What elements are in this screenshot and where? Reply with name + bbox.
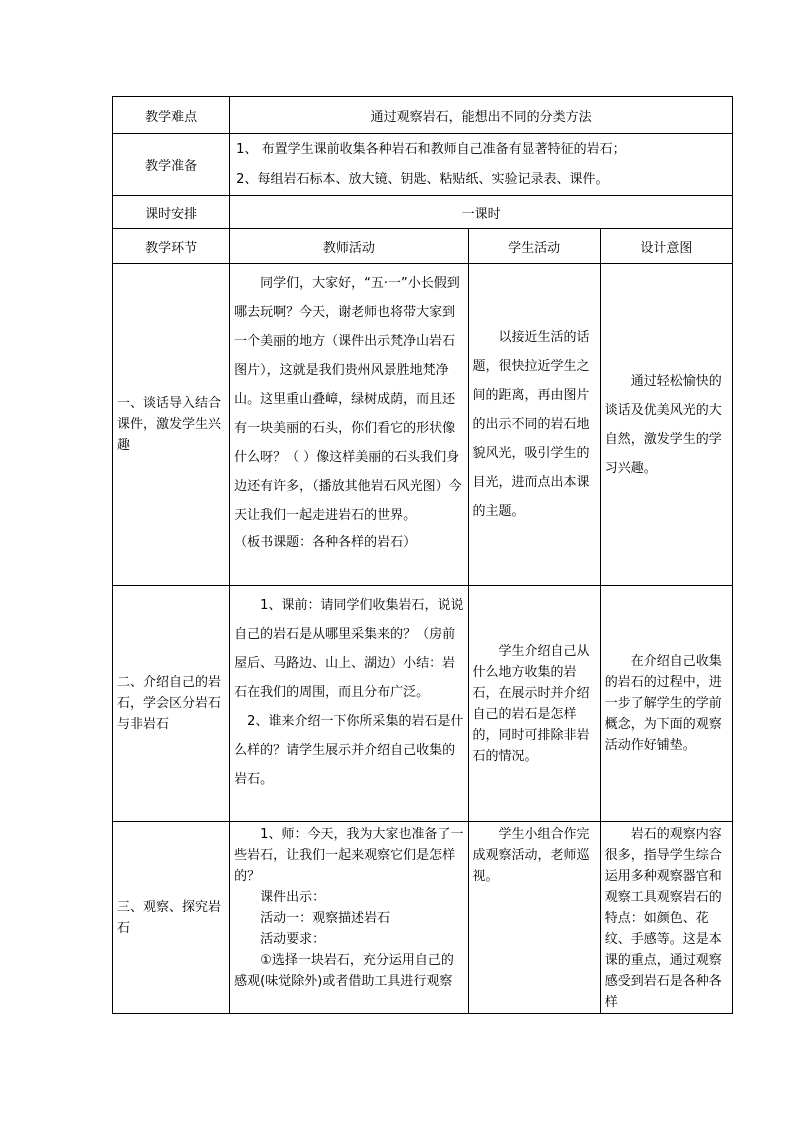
lesson-plan-table bbox=[112, 96, 733, 1014]
section-step: 二、介绍自己的岩石，学会区分岩石与非岩石 bbox=[113, 586, 230, 822]
header-step: 教学环节 bbox=[113, 229, 230, 264]
difficulty-value: 通过观察岩石，能想出不同的分类方法 bbox=[230, 97, 733, 134]
section-step: 一、谈话导入结合课件，激发学生兴趣 bbox=[113, 264, 230, 586]
student-activity: 学生小组合作完成观察活动，老师巡视。 bbox=[468, 822, 600, 1014]
teacher-paragraph: 2、谁来介绍一下你所采集的岩石是什么样的？请学生展示并介绍自己收集的岩石。 bbox=[234, 714, 464, 787]
difficulty-row bbox=[113, 97, 733, 134]
column-header-row bbox=[113, 229, 733, 264]
prep-label: 教学准备 bbox=[113, 134, 230, 196]
difficulty-label: 教学难点 bbox=[113, 97, 230, 134]
schedule-value: 一课时 bbox=[230, 196, 733, 229]
design-intent: 在介绍自己收集的岩石的过程中，进一步了解学生的学前概念，为下面的观察活动作好铺垫。 bbox=[600, 586, 732, 822]
teacher-paragraph: ①选择一块岩石，充分运用自己的感观(味觉除外)或者借助工具进行观察 bbox=[234, 953, 454, 989]
prep-item-2: 2、每组岩石标本、放大镜、钥匙、粘贴纸、实验记录表、课件。 bbox=[236, 171, 609, 187]
section-row bbox=[113, 264, 733, 586]
schedule-label: 课时安排 bbox=[113, 196, 230, 229]
design-intent: 岩石的观察内容很多，指导学生综合运用多种观察器官和观察工具观察岩石的特点：如颜色、花纹、手感等。这是本课的重点，通过观察感受到岩石是各种各样 bbox=[600, 822, 732, 1014]
teacher-activity bbox=[230, 586, 468, 822]
teacher-paragraph: 1、课前：请同学们收集岩石，说说自己的岩石是从哪里采集来的？（房前屋后、马路边、山上、湖边）小结：岩石在我们的周围，而且分布广泛。 bbox=[234, 598, 464, 700]
design-intent: 通过轻松愉快的谈话及优美风光的大自然，激发学生的学习兴趣。 bbox=[600, 264, 732, 586]
prep-item-1: 1、 布置学生课前收集各种岩石和教师自己准备有显著特征的岩石； bbox=[236, 141, 626, 157]
teacher-paragraph: 活动一：观察描述岩石 bbox=[260, 911, 391, 926]
teacher-paragraph: 课件出示： bbox=[260, 890, 326, 905]
teacher-paragraph: 活动要求： bbox=[260, 932, 326, 947]
schedule-row bbox=[113, 196, 733, 229]
student-activity: 学生介绍自己从什么地方收集的岩石，在展示时并介绍自己的岩石是怎样的，同时可排除非岩石的情况。 bbox=[468, 586, 600, 822]
section-row bbox=[113, 586, 733, 822]
teacher-activity bbox=[230, 822, 468, 1014]
teacher-paragraph: 1、师：今天，我为大家也准备了一些岩石，让我们一起来观察它们是怎样的？ bbox=[234, 827, 464, 884]
teacher-paragraph: （板书课题：各种各样的岩石） bbox=[234, 535, 417, 550]
section-step: 三、观察、探究岩石 bbox=[113, 822, 230, 1014]
prep-row bbox=[113, 134, 733, 196]
header-intent: 设计意图 bbox=[600, 229, 732, 264]
prep-content bbox=[230, 134, 733, 196]
teacher-paragraph: 同学们，大家好，“五·一”小长假到哪去玩啊？今天，谢老师也将带大家到一个美丽的地方（课件出示梵净山岩石图片），这就是我们贵州风景胜地梵净山。这里重山叠嶂，绿树成荫，而且还有一块美丽的石头，你们看它的形状像什么呀？（ ）像这样美丽的石头我们身边还有许多，（播放其他岩石风光图）今天让我们一起走进岩石的世界。 bbox=[234, 276, 462, 523]
student-activity: 以接近生活的话题，很快拉近学生之间的距离，再由图片的出示不同的岩石地貌风光，吸引学生的目光，进而点出本课的主题。 bbox=[468, 264, 600, 586]
header-student: 学生活动 bbox=[468, 229, 600, 264]
header-teacher: 教师活动 bbox=[230, 229, 468, 264]
section-row bbox=[113, 822, 733, 1014]
teacher-activity bbox=[230, 264, 468, 586]
